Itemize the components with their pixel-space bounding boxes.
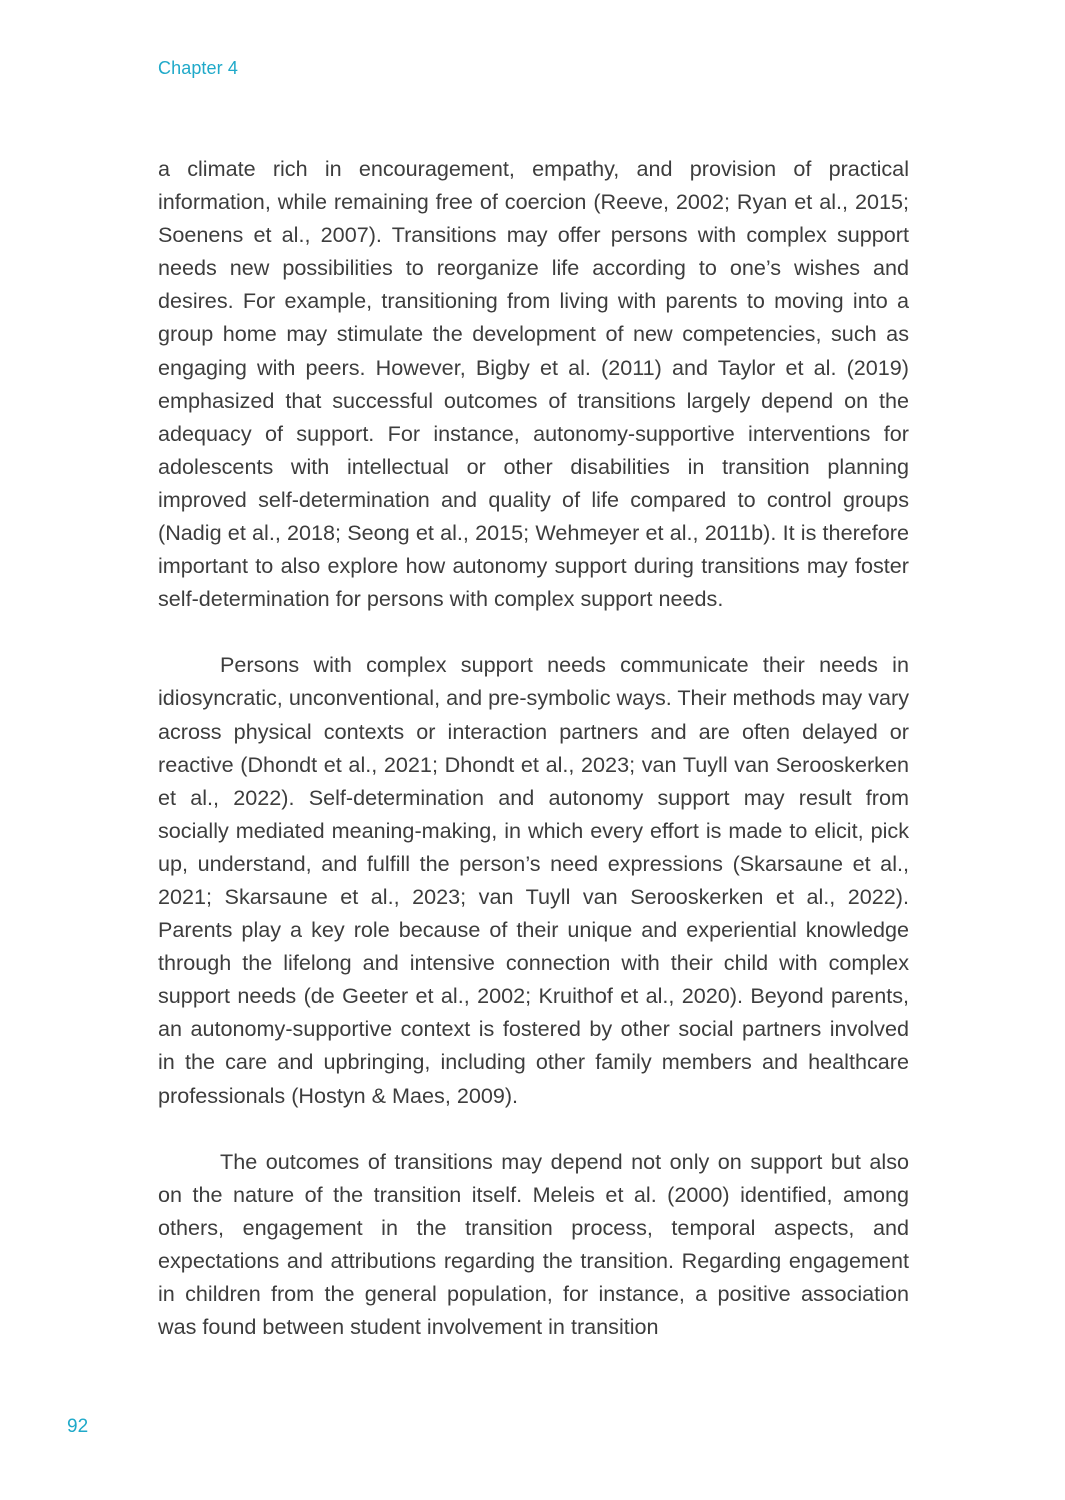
- paragraph-2: Persons with complex support needs communicate their needs in idiosyncratic, unconventional, and pre-symbolic ways. Their methods may vary across physical contexts or interaction partners and are often delayed or reactive (Dhondt et al., 2021; Dhondt et al., 2023; van Tuyll van Serooskerken et al., 2022). Self-determination and autonomy support may result from socially mediated meaning-making, in which every effort is made to elicit, pick up, understand, and fulfill the person’s need expressions (Skarsaune et al., 2021; Skarsaune et al., 2023; van Tuyll van Serooskerken et al., 2022). Parents play a key role because of their unique and experiential knowledge through the lifelong and intensive connection with their child with complex support needs (de Geeter et al., 2002; Kruithof et al., 2020). Beyond parents, an autonomy-supportive context is fostered by other social partners involved in the care and upbringing, including other family members and healthcare professionals (Hostyn & Maes, 2009).: [158, 652, 909, 1108]
- paragraph-1: a climate rich in encouragement, empathy, and provision of practical information, while remaining free of coercion (Reeve, 2002; Ryan et al., 2015; Soenens et al., 2007). Transitions may offer persons with complex support needs new possibilities to reorganize life according to one’s wishes and desires. For example, transitioning from living with parents to moving into a group home may stimulate the development of new competencies, such as engaging with peers. However, Bigby et al. (2011) and Taylor et al. (2019) emphasized that successful outcomes of transitions largely depend on the adequacy of support. For instance, autonomy-supportive interventions for adolescents with intellectual or other disabilities in transition planning improved self-determination and quality of life compared to control groups (Nadig et al., 2018; Seong et al., 2015; Wehmeyer et al., 2011b). It is therefore important to also explore how autonomy support during transitions may foster self-determination for persons with complex support needs.: [158, 156, 909, 612]
- chapter-header: Chapter 4: [158, 58, 238, 78]
- paragraph-3: The outcomes of transitions may depend not only on support but also on the nature of the transition itself. Meleis et al. (2000) identified, among others, engagement in the transition process, temporal aspects, and expectations and attributions regarding the transition. Regarding engagement in children from the general population, for instance, a positive association was found between student involvement in transition: [158, 1148, 909, 1340]
- page-number: 92: [67, 1416, 89, 1437]
- body-text: [158, 152, 909, 1376]
